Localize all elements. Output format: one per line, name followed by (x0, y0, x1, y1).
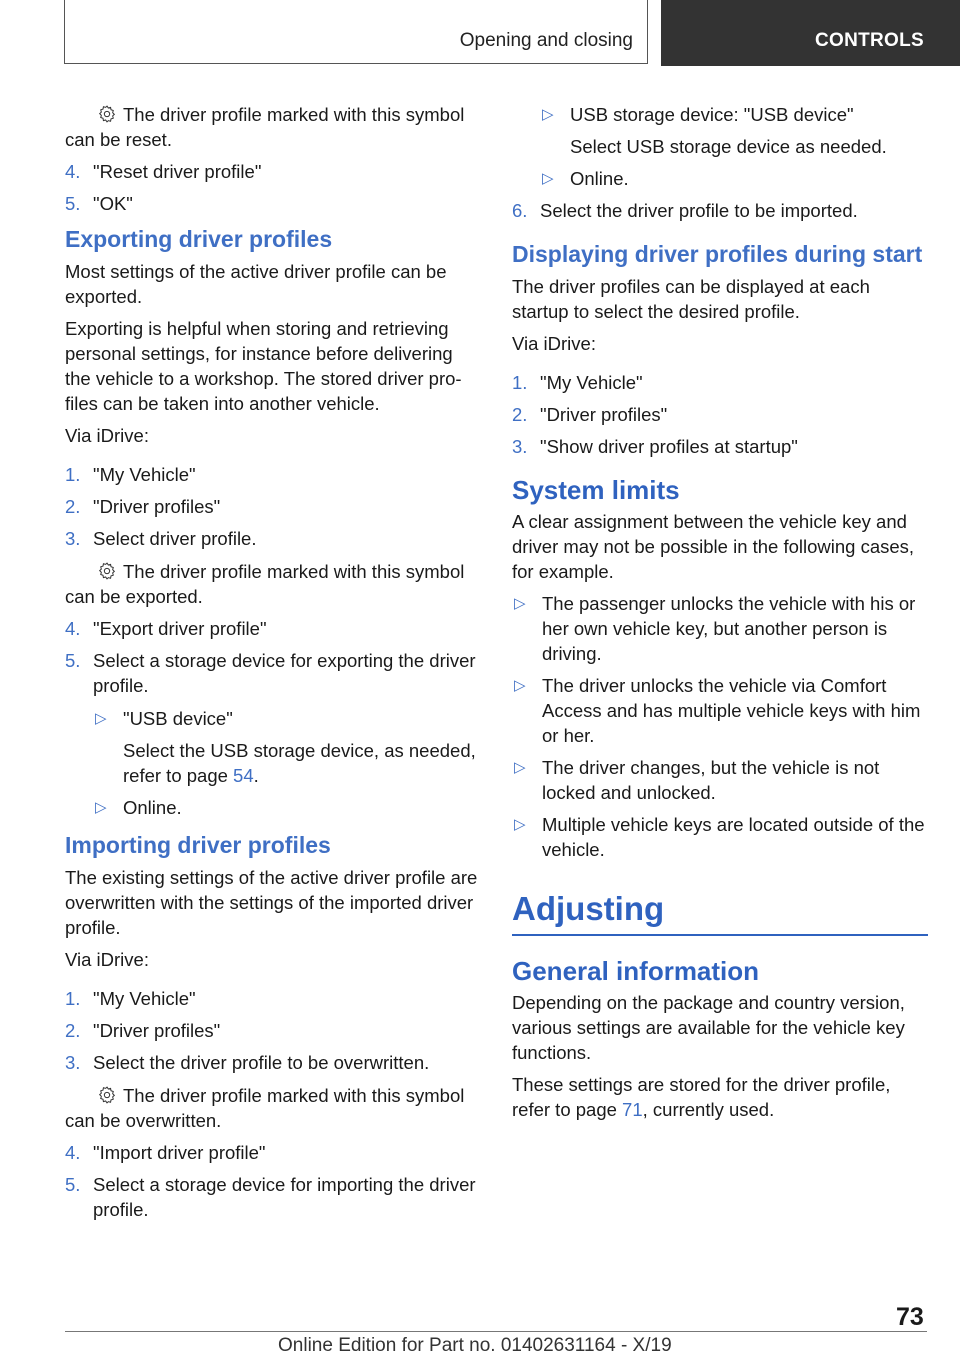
paragraph: Via iDrive: (65, 949, 149, 970)
symbol-note: The driver profile marked with this symbol can be exported. (65, 561, 465, 607)
heading-general-information: General information (512, 956, 760, 986)
list-item: 5. Select a storage device for importing the driver profile. (65, 1174, 476, 1220)
export-steps-cont (65, 616, 480, 820)
paragraph: The existing settings of the active driver profile are overwritten with the settings of the imported driver profile. (65, 867, 478, 938)
gear-icon (97, 104, 117, 124)
list-item: ▷ USB storage device: "USB device" Select USB storage device as needed. (540, 102, 928, 159)
display-steps (512, 370, 928, 459)
list-item: ▷ The driver changes, but the vehicle is not locked and unlocked. (514, 757, 880, 803)
heading-importing: Importing driver profiles (65, 832, 331, 858)
storage-options (93, 706, 480, 820)
import-storage-options (512, 102, 928, 191)
reset-steps (65, 159, 480, 216)
list-item: 1. "My Vehicle" (512, 372, 643, 393)
import-steps (65, 986, 480, 1075)
paragraph: Most settings of the active driver profile can be exported. (65, 261, 447, 307)
triangle-right-icon: ▷ (514, 677, 526, 694)
heading-adjusting: Adjusting (512, 890, 928, 936)
heading-displaying: Displaying driver profiles during start (512, 241, 923, 267)
paragraph: A clear assignment between the vehicle key and driver may not be possible in the following cases, for example. (512, 511, 915, 582)
list-item: ▷ The passenger unlocks the vehicle with his or her own vehicle key, but another person is driving. (514, 593, 916, 664)
paragraph: The driver profiles can be displayed at each startup to select the desired profile. (512, 276, 870, 322)
page-link[interactable]: 71 (622, 1099, 643, 1120)
list-item: ▷ Online. (542, 168, 629, 189)
import-steps-end (512, 198, 928, 223)
section-title: Opening and closing (459, 30, 633, 51)
symbol-note: The driver profile marked with this symbol can be overwritten. (65, 1085, 465, 1131)
left-column (65, 102, 480, 1230)
list-item: 4. "Import driver profile" (65, 1142, 266, 1163)
list-item: 5. "OK" (65, 193, 133, 214)
list-item: 2. "Driver profiles" (65, 1020, 221, 1041)
paragraph: Exporting is helpful when storing and retrieving personal settings, for instance before delivering the vehicle to a workshop. The stored driver pro‐files can be taken into another vehicle. (65, 318, 462, 414)
heading-exporting: Exporting driver profiles (65, 226, 333, 252)
list-item: 3. "Show driver profiles at startup" (512, 436, 798, 457)
list-item: 2. "Driver profiles" (65, 496, 221, 517)
list-item: ▷ Multiple vehicle keys are located outside of the vehicle. (514, 814, 925, 860)
triangle-right-icon: ▷ (542, 170, 554, 187)
chapter-tab (661, 0, 960, 66)
import-steps-cont (65, 1140, 480, 1222)
export-steps (65, 462, 480, 551)
paragraph: Via iDrive: (65, 425, 149, 446)
symbol-note: The driver profile marked with this symbol can be reset. (65, 104, 465, 150)
section-tab (64, 0, 648, 64)
list-item: ▷ Online. (95, 797, 182, 818)
paragraph: Depending on the package and country version, various settings are available for the vehicle key functions. (512, 992, 905, 1063)
paragraph: Via iDrive: (512, 333, 596, 354)
triangle-right-icon: ▷ (95, 799, 107, 816)
bullet-detail: Select USB storage device as needed. (570, 136, 887, 157)
footer-edition: Online Edition for Part no. 01402631164 - X/19 (278, 1335, 672, 1356)
list-item: 6. Select the driver profile to be imported. (512, 200, 858, 221)
chapter-title: CONTROLS (815, 30, 925, 51)
limits-list (512, 591, 928, 862)
list-item: 3. Select driver profile. (65, 528, 257, 549)
list-item: ▷ The driver unlocks the vehicle via Comfort Access and has multiple vehicle keys with him or her. (514, 675, 921, 746)
list-item: 1. "My Vehicle" (65, 464, 196, 485)
list-item: 1. "My Vehicle" (65, 988, 196, 1009)
triangle-right-icon: ▷ (542, 106, 554, 123)
gear-icon (97, 561, 117, 581)
list-item: ▷ "USB device" Select the USB storage device, as needed, refer to page 54. (93, 706, 480, 788)
triangle-right-icon: ▷ (95, 710, 107, 727)
footer-divider (65, 1331, 927, 1332)
heading-system-limits: System limits (512, 475, 680, 505)
triangle-right-icon: ▷ (514, 595, 526, 612)
page-number: 73 (896, 1303, 924, 1331)
page-header (0, 0, 960, 66)
gear-icon (97, 1085, 117, 1105)
bullet-detail: Select the USB storage device, as needed, refer to page 54. (123, 740, 476, 786)
triangle-right-icon: ▷ (514, 759, 526, 776)
list-item: 4. "Reset driver profile" (65, 161, 262, 182)
list-item: 5. Select a storage device for exporting the driver profile. ▷ "USB device" Select the USB storage device, as needed, refer to page 54. ▷ Online. (65, 648, 480, 820)
triangle-right-icon: ▷ (514, 816, 526, 833)
paragraph: These settings are stored for the driver profile, refer to page 71, currently used. (512, 1074, 891, 1120)
page-link[interactable]: 54 (233, 765, 254, 786)
right-column (512, 102, 928, 1129)
list-item: 4. "Export driver profile" (65, 618, 267, 639)
list-item: 3. Select the driver profile to be overwritten. (65, 1052, 430, 1073)
list-item: 2. "Driver profiles" (512, 404, 668, 425)
